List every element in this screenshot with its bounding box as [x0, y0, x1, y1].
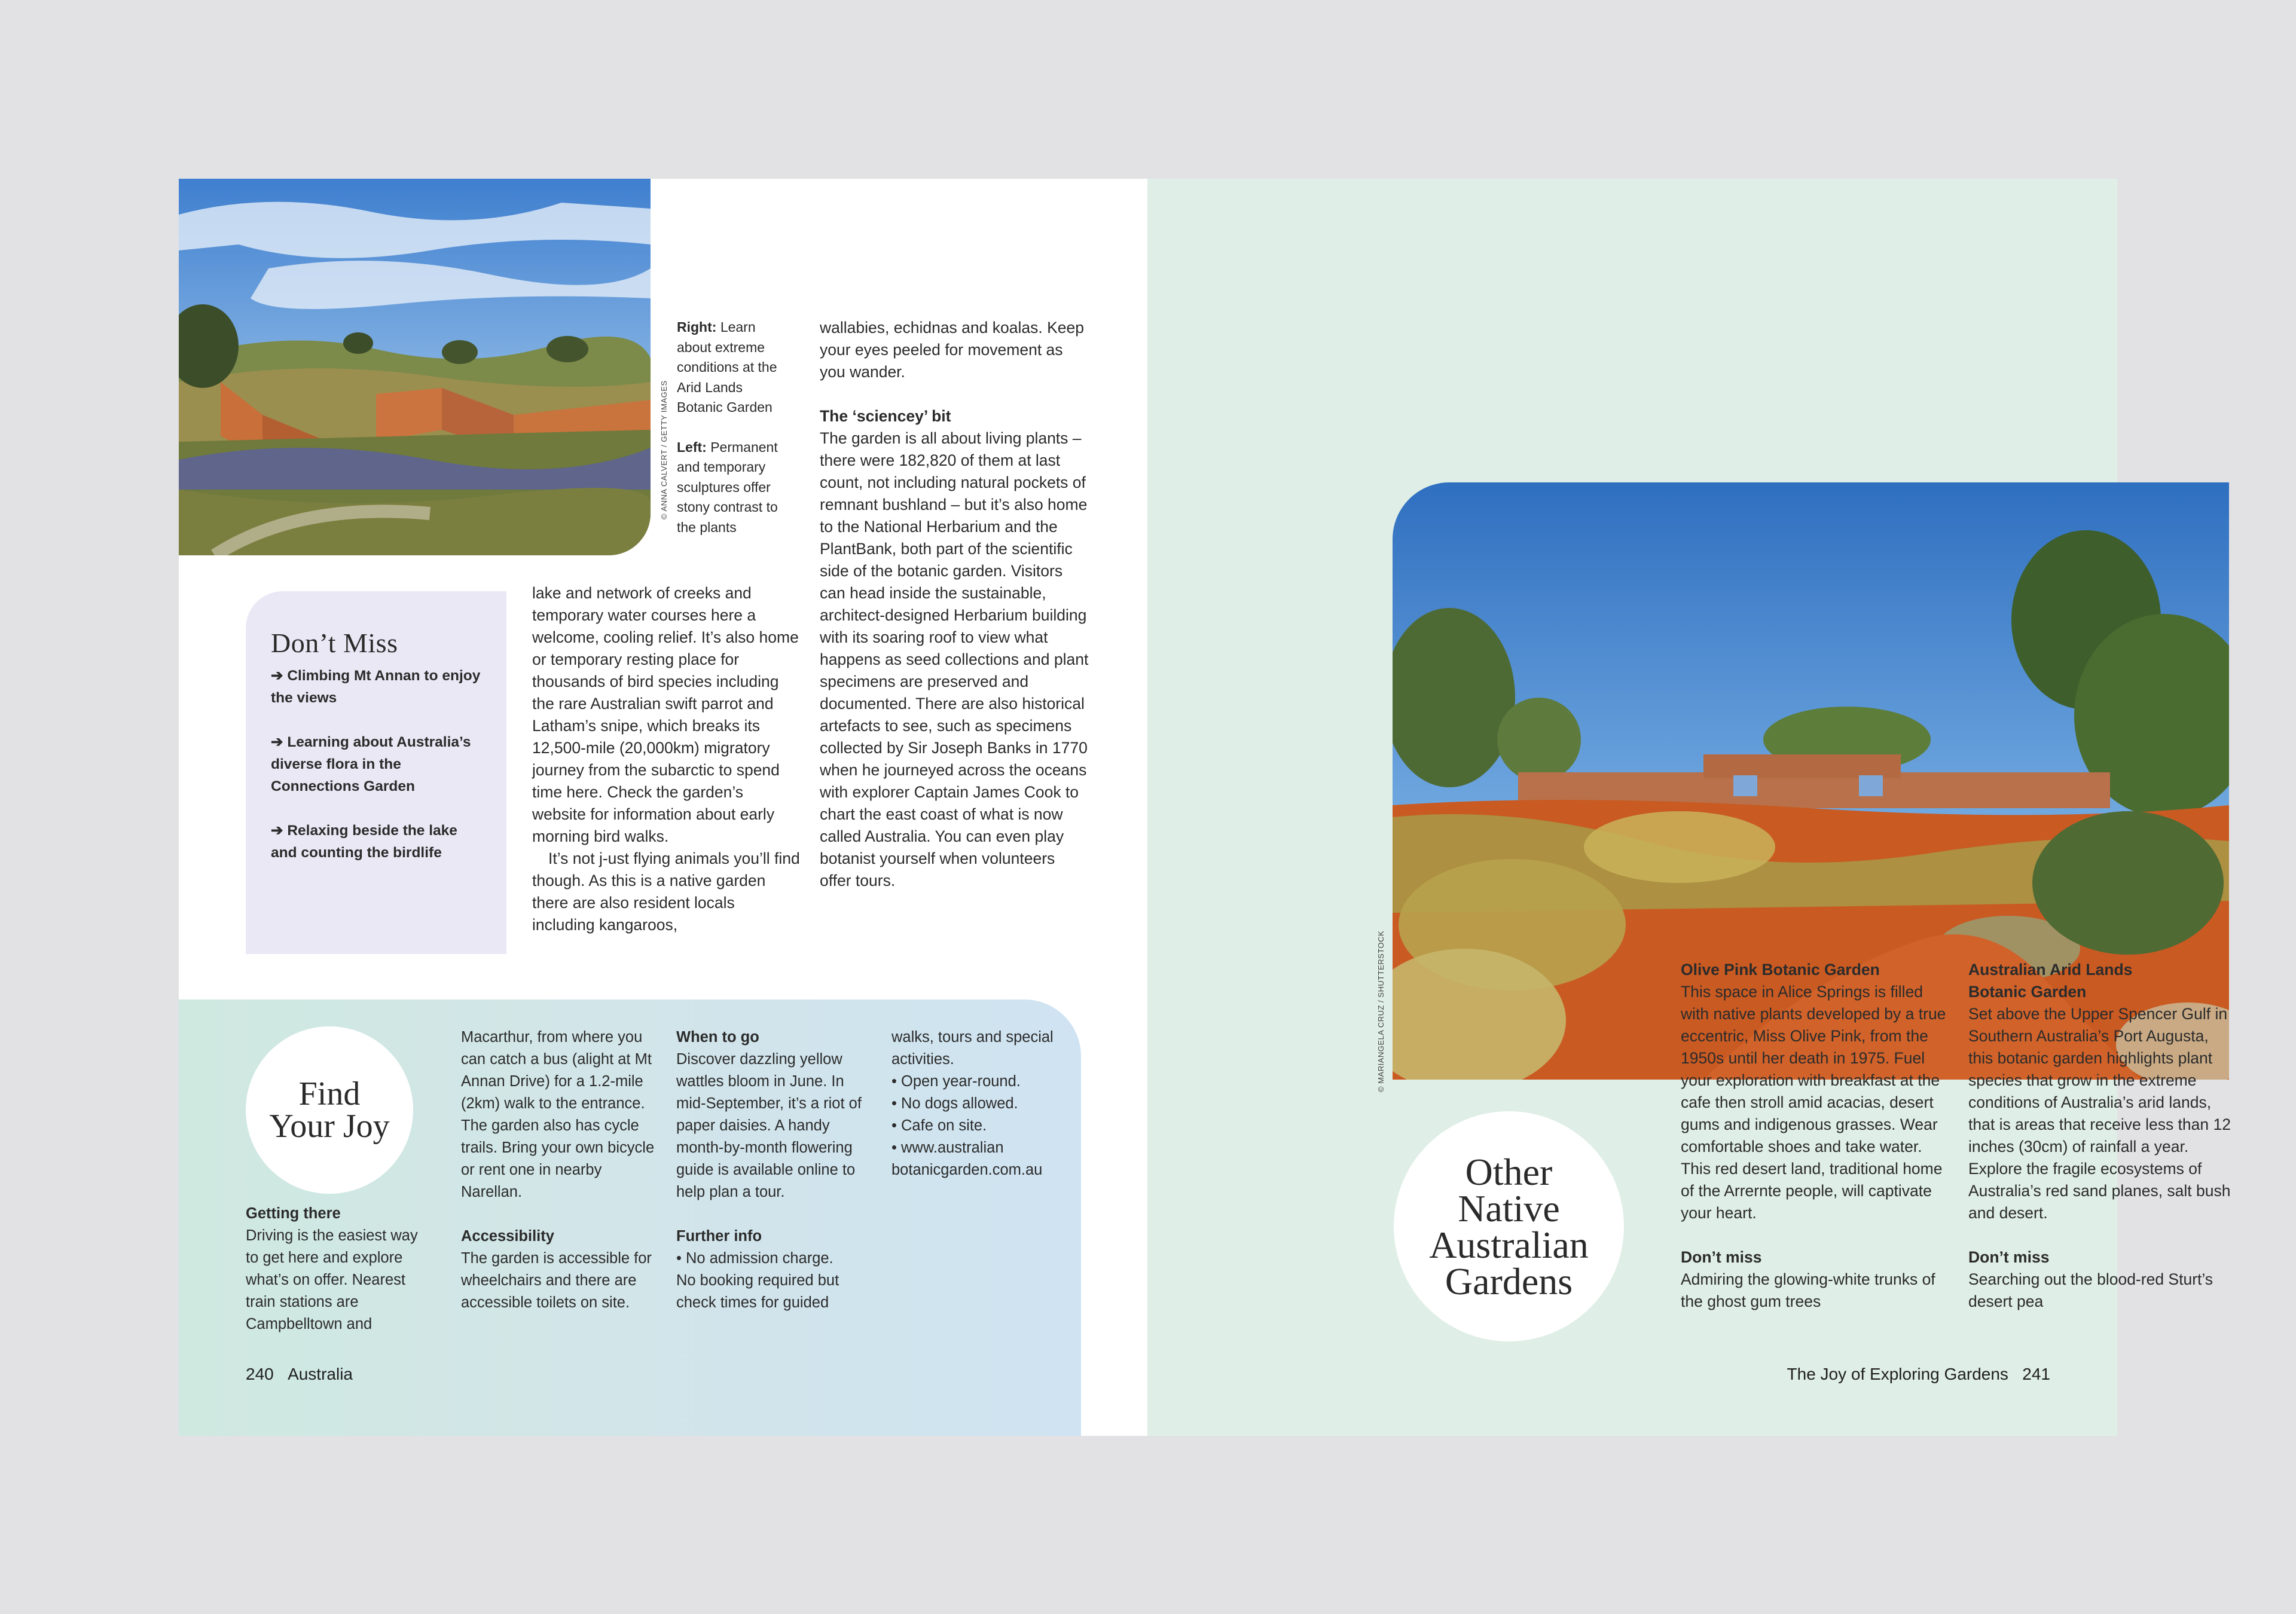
- other-gardens-title: Other Native Australian Gardens: [1394, 1111, 1624, 1341]
- page-number: 241: [2022, 1365, 2050, 1383]
- page-folio-left: [246, 1365, 353, 1384]
- caption-left-label: Left:: [677, 439, 707, 455]
- info-item: • Open year-round.: [891, 1073, 1021, 1090]
- joy-column-2: [461, 1026, 658, 1314]
- photo-credit-left: © ANNA CALVERT / GETTY IMAGES: [660, 380, 668, 519]
- dont-miss-box: [246, 591, 506, 954]
- when-to-go-text: Discover dazzling yellow wattles bloom in June. In mid-September, it’s a riot of paper daisies. A handy month-by-month flowering guide is available online to help plan a tour.: [676, 1051, 862, 1200]
- info-item: • Cafe on site.: [891, 1117, 987, 1134]
- section-heading: The ‘sciencey’ bit: [820, 407, 951, 425]
- dont-miss-item: ➔ Learning about Australia’s diverse flora in the Connections Garden: [271, 734, 471, 794]
- directions-text: Macarthur, from where you can catch a bus (alight at Mt Annan Drive) for a 1.2-mile (2km) walk to the entrance. The garden also has cycle trails. Bring your own bicycle or rent one in nearby Narellan.: [461, 1029, 655, 1200]
- caption-right-text: Learn about extreme conditions at the Arid Lands Botanic Garden: [677, 319, 777, 415]
- olive-pink-text: This space in Alice Springs is filled with native plants developed by a true eccentric, Miss Olive Pink, from the 1950s until her death in 1975. Fuel your exploration with breakfast at the cafe then stroll amid acacias, desert gums and indigenous grasses. Wear comfortable shoes and take water. This red desert land, traditional home of the Arrernte people, will captivate your heart.: [1681, 983, 1946, 1222]
- body-column-1: [532, 582, 801, 936]
- olive-pink-column: [1681, 959, 1949, 1313]
- find-your-joy-title: Find Your Joy: [246, 1026, 413, 1194]
- body-paragraph: wallabies, echidnas and koalas. Keep your eyes peeled for movement as you wander.: [820, 319, 1084, 381]
- joy-column-3: [676, 1026, 871, 1314]
- body-paragraph: It’s not j-ust flying animals you’ll find though. As this is a native garden there are also resident locals including kangaroos,: [532, 849, 800, 934]
- body-paragraph: lake and network of creeks and temporary water courses here a welcome, cooling relief. It’s also home or temporary resting place for thousands of bird species including the rare Australian swift parrot and Latham’s snipe, which breaks its 12,500-mile (20,000km) migratory journey from the subarctic to spend time here. Check the garden’s website for information about early morning bird walks.: [532, 584, 799, 845]
- arid-lands-text: Set above the Upper Spencer Gulf in Southern Australia’s Port Augusta, this botanic garden highlights plant species that grow in the extreme conditions of Australia’s arid lands, that is areas that receive less than 12 inches (30cm) of rainfall a year. Explore the fragile ecosystems of Australia’s red sand planes, salt bush and desert.: [1968, 1005, 2231, 1222]
- getting-there-heading: Getting there: [246, 1205, 341, 1222]
- olive-pink-heading: Olive Pink Botanic Garden: [1681, 961, 1880, 979]
- arid-lands-heading-1: Australian Arid Lands: [1968, 961, 2133, 979]
- body-paragraph: The garden is all about living plants – there were 182,820 of them at last count, not including natural pockets of remnant bushland – but it’s also home to the National Herbarium and the PlantBank, both part of the scientific side of the botanic garden. Visitors can head inside the sustainable, architect-designed Herbarium building with its soaring roof to view what happens as seed collections and plant specimens are preserved and documented. There are also historical artefacts to see, such as specimens collected by Sir Joseph Banks in 1770 when he journeyed across the oceans with explorer Captain James Cook to chart the east coast of what is now called Australia. You can even play botanist yourself when volunteers offer tours.: [820, 429, 1089, 889]
- photo-caption: [677, 317, 790, 557]
- caption-right-label: Right:: [677, 319, 717, 335]
- magazine-spread: [179, 179, 2231, 1436]
- olive-pink-dont-miss-heading: Don’t miss: [1681, 1248, 1762, 1266]
- accessibility-heading: Accessibility: [461, 1228, 554, 1245]
- body-column-2: [820, 317, 1089, 892]
- further-info-item: • No admission charge.: [676, 1250, 833, 1267]
- arrow-icon: ➔: [271, 823, 283, 839]
- arrow-icon: ➔: [271, 668, 283, 684]
- arid-lands-dont-miss-heading: Don’t miss: [1968, 1248, 2050, 1266]
- getting-there-text: Driving is the easiest way to get here and explore what’s on offer. Nearest train stations are Campbelltown and: [246, 1227, 418, 1332]
- arid-lands-dont-miss-text: Searching out the blood-red Sturt’s desert pea: [1968, 1270, 2213, 1310]
- section-label: The Joy of Exploring Gardens: [1787, 1365, 2008, 1383]
- joy-column-4: [891, 1026, 1065, 1181]
- arrow-icon: ➔: [271, 734, 283, 750]
- olive-pink-dont-miss-text: Admiring the glowing-white trunks of the ghost gum trees: [1681, 1270, 1935, 1310]
- arid-lands-column: [1968, 959, 2236, 1313]
- arid-lands-heading-2: Botanic Garden: [1968, 983, 2087, 1001]
- dont-miss-item: ➔ Relaxing beside the lake and counting the birdlife: [271, 823, 457, 861]
- when-to-go-heading: When to go: [676, 1029, 759, 1046]
- info-item: • No dogs allowed.: [891, 1095, 1018, 1112]
- further-info-item: No booking required but check times for guided: [676, 1272, 839, 1311]
- accessibility-text: The garden is accessible for wheelchairs and there are accessible toilets on site.: [461, 1250, 652, 1311]
- further-info-continued: walks, tours and special activities.: [891, 1029, 1054, 1068]
- photo-credit-right: © MARIANGELA CRUZ / SHUTTERSTOCK: [1376, 930, 1385, 1092]
- section-label: Australia: [288, 1365, 353, 1383]
- page-folio-right: [1787, 1365, 2050, 1384]
- dont-miss-title: Don’t Miss: [271, 628, 398, 658]
- dont-miss-item: ➔ Climbing Mt Annan to enjoy the views: [271, 668, 481, 706]
- arid-garden-sculpture-photo: [179, 179, 651, 555]
- getting-there-block: [246, 1203, 428, 1335]
- page-number: 240: [246, 1365, 274, 1383]
- left-page: [179, 179, 1147, 1436]
- caption-left-text: Permanent and temporary sculptures offer stony contrast to the plants: [677, 439, 778, 535]
- further-info-heading: Further info: [676, 1228, 762, 1245]
- website-link[interactable]: • www.australian botanicgarden.com.au: [891, 1139, 1043, 1178]
